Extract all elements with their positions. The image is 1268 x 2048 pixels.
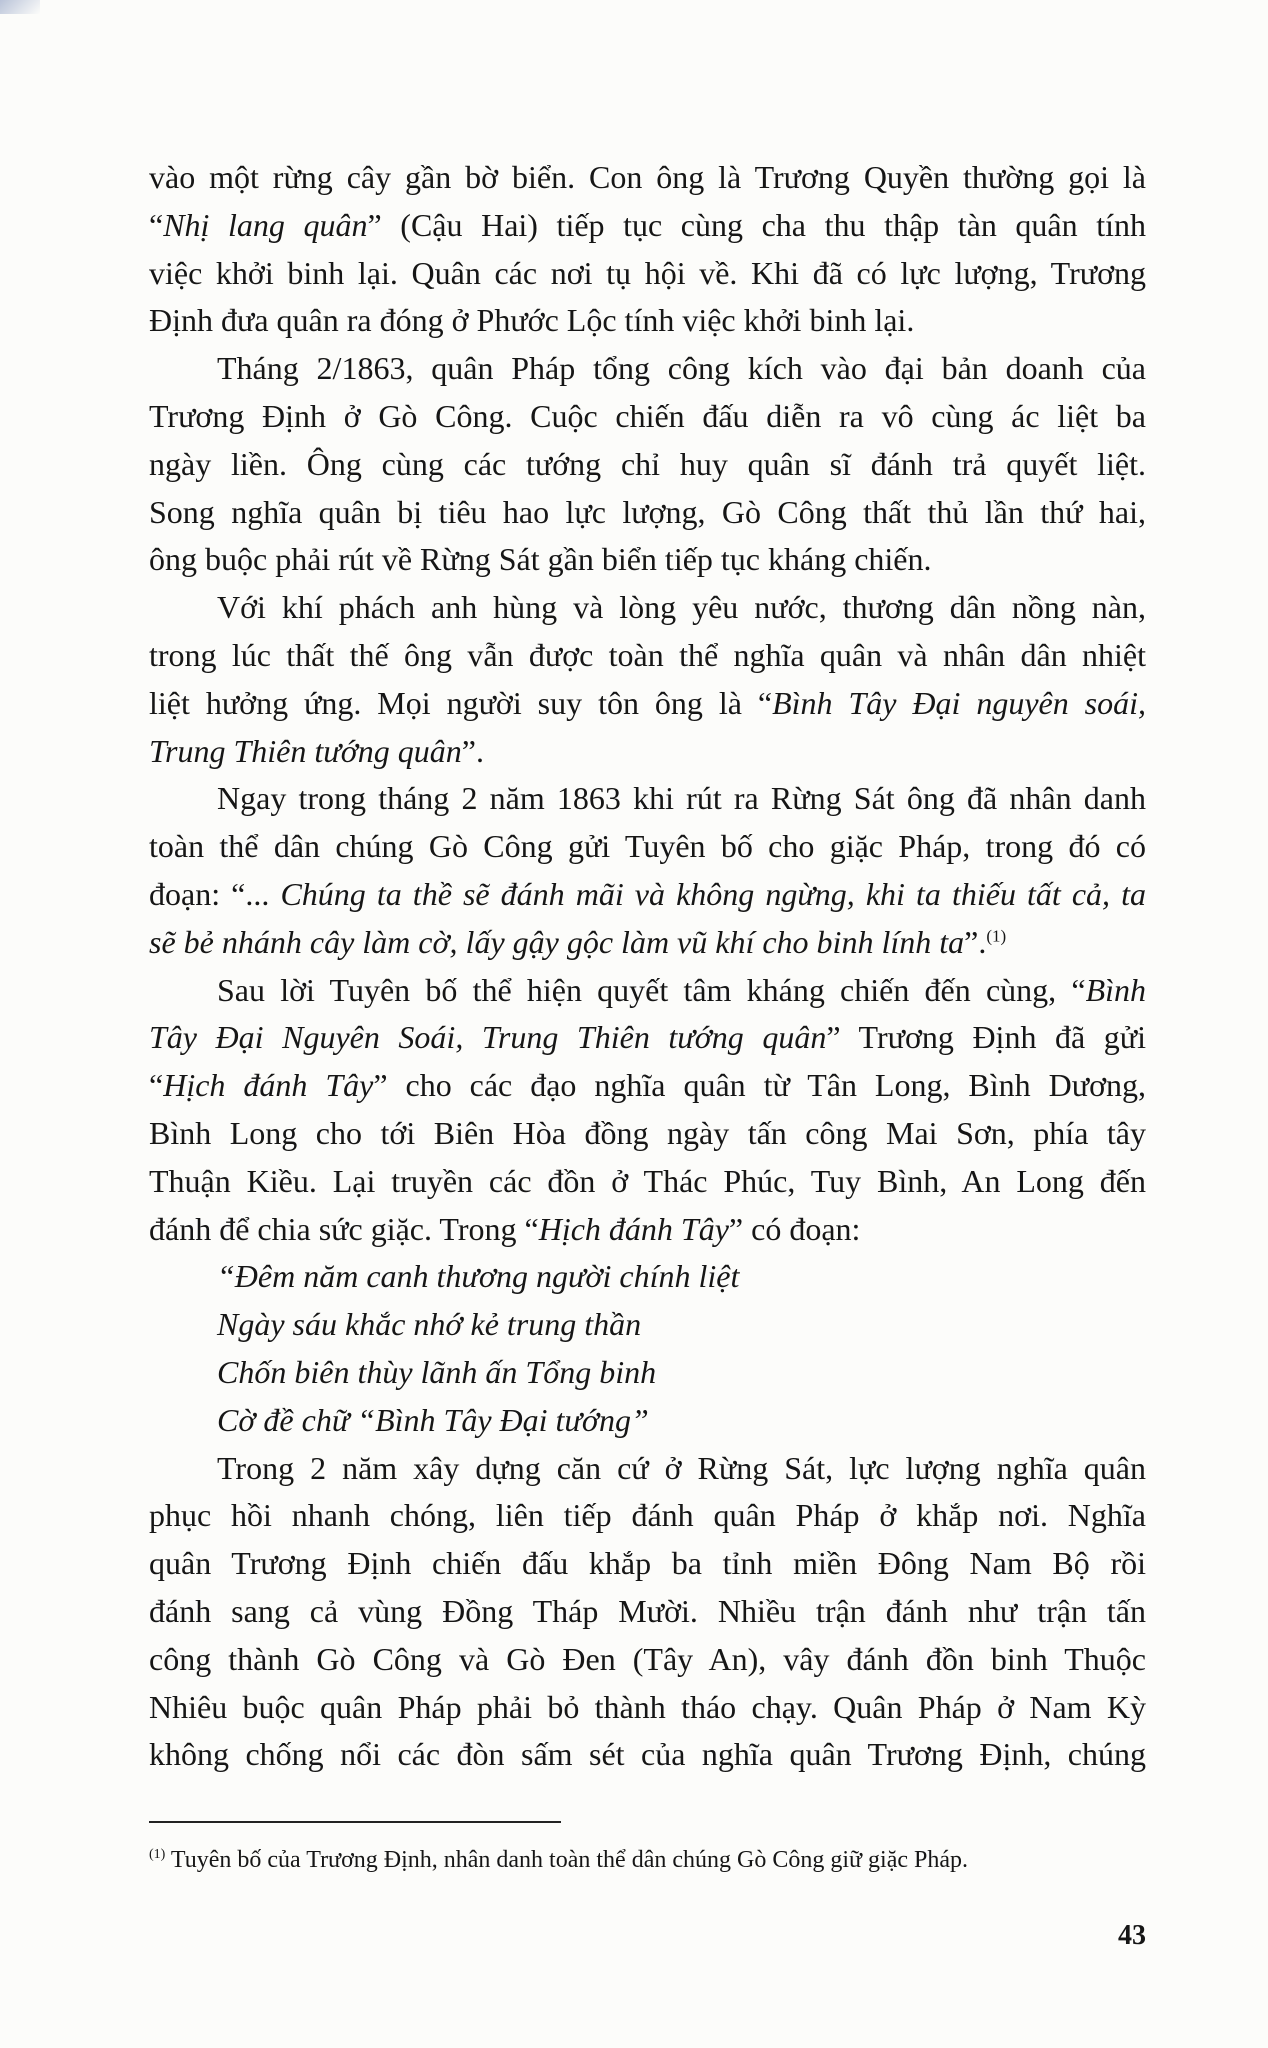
text-segment: ” (Cậu Hai) tiếp tục cùng cha thu thập tàn quân tính xyxy=(367,206,1147,243)
italic-text: Chúng ta thề sẽ đánh mãi và không ngừng, khi ta thiếu tất cả, ta xyxy=(280,875,1147,912)
text-line xyxy=(149,1397,1146,1445)
footnote-divider xyxy=(149,1821,561,1823)
text-segment: vào một rừng cây gần bờ biển. Con ông là Trương Quyền thường gọi là xyxy=(149,159,1146,195)
text-line xyxy=(149,1206,1146,1254)
text-segment: Trong 2 năm xây dựng căn cứ ở Rừng Sát, lực lượng nghĩa quân xyxy=(217,1449,1146,1486)
text-line xyxy=(149,1349,1146,1397)
text-line xyxy=(149,489,1146,537)
text-line xyxy=(149,250,1146,298)
text-segment: việc khởi binh lại. Quân các nơi tụ hội về. Khi đã có lực lượng, Trương xyxy=(149,254,1146,291)
text-segment: ông buộc phải rút về Rừng Sát gần biển tiếp tục kháng chiến. xyxy=(149,541,932,578)
text-segment: đánh sang cả vùng Đồng Tháp Mười. Nhiều trận đánh như trận tấn xyxy=(149,1592,1146,1629)
italic-text: Nhị lang quân xyxy=(163,206,368,243)
text-line xyxy=(149,967,1146,1015)
italic-text: sẽ bẻ nhánh cây làm cờ, lấy gậy gộc làm vũ khí cho binh lính ta xyxy=(149,923,965,960)
text-line xyxy=(149,1492,1146,1540)
text-segment: trong lúc thất thế ông vẫn được toàn thể nghĩa quân và nhân dân nhiệt xyxy=(149,636,1146,673)
text-line xyxy=(149,393,1146,441)
page-number: 43 xyxy=(1118,1920,1146,1951)
text-segment: phục hồi nhanh chóng, liên tiếp đánh quân Pháp ở khắp nơi. Nghĩa xyxy=(149,1497,1146,1534)
italic-text: Trung Thiên tướng quân xyxy=(149,732,462,769)
text-segment: đánh để chia sức giặc. Trong “ xyxy=(149,1210,539,1247)
text-segment: Ngay trong tháng 2 năm 1863 khi rút ra Rừng Sát ông đã nhân danh xyxy=(217,780,1146,817)
text-segment: đoạn: “... xyxy=(149,875,281,912)
text-segment: ngày liền. Ông cùng các tướng chỉ huy quân sĩ đánh trả quyết liệt. xyxy=(149,445,1146,482)
text-line xyxy=(149,775,1146,823)
text-segment: toàn thể dân chúng Gò Công gửi Tuyên bố cho giặc Pháp, trong đó có xyxy=(149,828,1146,865)
italic-text: Bình Tây Đại nguyên soái, xyxy=(772,684,1146,721)
text-line xyxy=(149,1014,1146,1062)
text-segment: ”. xyxy=(461,732,484,769)
italic-text: Tây Đại Nguyên Soái, Trung Thiên tướng quân xyxy=(149,1019,827,1056)
text-line xyxy=(149,1636,1146,1684)
text-line xyxy=(149,1253,1146,1301)
text-segment: Thuận Kiều. Lại truyền các đồn ở Thác Phúc, Tuy Bình, An Long đến xyxy=(149,1162,1146,1199)
text-segment: Với khí phách anh hùng và lòng yêu nước, thương dân nồng nàn, xyxy=(217,589,1146,626)
text-line xyxy=(149,297,1146,345)
text-line xyxy=(149,202,1146,250)
text-line xyxy=(149,728,1146,776)
italic-text: Hịch đánh Tây xyxy=(163,1067,374,1104)
text-segment: quân Trương Định chiến đấu khắp ba tỉnh miền Đông Nam Bộ rồi xyxy=(149,1545,1146,1582)
text-segment: Bình Long cho tới Biên Hòa đồng ngày tấn công Mai Sơn, phía tây xyxy=(149,1114,1146,1151)
text-line xyxy=(149,823,1146,871)
footnote-text: Tuyên bố của Trương Định, nhân danh toàn thể dân chúng Gò Công giữ giặc Pháp. xyxy=(170,1847,968,1873)
italic-text: Chốn biên thùy lãnh ấn Tổng binh xyxy=(217,1353,657,1390)
text-line xyxy=(149,1110,1146,1158)
text-segment: liệt hưởng ứng. Mọi người suy tôn ông là “ xyxy=(149,684,773,721)
text-segment: ” Trương Định đã gửi xyxy=(826,1019,1147,1056)
italic-text: Hịch đánh Tây xyxy=(538,1210,729,1247)
italic-text: “Đêm năm canh thương người chính liệt xyxy=(217,1258,740,1295)
text-line xyxy=(149,1445,1146,1493)
text-line xyxy=(149,1301,1146,1349)
text-segment: Tháng 2/1863, quân Pháp tổng công kích vào đại bản doanh của xyxy=(217,350,1146,387)
footnote xyxy=(149,1845,968,1875)
italic-text: Ngày sáu khắc nhớ kẻ trung thần xyxy=(217,1306,642,1343)
text-line xyxy=(149,1588,1146,1636)
text-segment: Trương Định ở Gò Công. Cuộc chiến đấu diễn ra vô cùng ác liệt ba xyxy=(149,397,1146,434)
text-line xyxy=(149,536,1146,584)
footnote-reference: (1) xyxy=(986,926,1007,946)
text-segment: ”. xyxy=(964,923,987,960)
text-line xyxy=(149,1062,1146,1110)
text-segment: Song nghĩa quân bị tiêu hao lực lượng, Gò Công thất thủ lần thứ hai, xyxy=(149,493,1146,530)
text-line xyxy=(149,441,1146,489)
text-line xyxy=(149,345,1146,393)
text-segment: “ xyxy=(149,1067,164,1104)
text-line xyxy=(149,154,1146,202)
text-line xyxy=(149,680,1146,728)
text-line xyxy=(149,1540,1146,1588)
text-segment: ” cho các đạo nghĩa quân từ Tân Long, Bình Dương, xyxy=(373,1067,1147,1104)
italic-text: Bình xyxy=(1085,971,1146,1008)
body-text xyxy=(149,154,1146,1779)
text-segment: không chống nổi các đòn sấm sét của nghĩa quân Trương Định, chúng xyxy=(149,1736,1146,1773)
text-segment: “ xyxy=(149,206,164,243)
text-segment: Sau lời Tuyên bố thể hiện quyết tâm kháng chiến đến cùng, “ xyxy=(217,971,1086,1008)
text-segment: Nhiêu buộc quân Pháp phải bỏ thành tháo chạy. Quân Pháp ở Nam Kỳ xyxy=(149,1688,1146,1725)
footnote-marker: (1) xyxy=(149,1847,166,1862)
text-segment: Định đưa quân ra đóng ở Phước Lộc tính việc khởi binh lại. xyxy=(149,302,915,339)
scan-edge-smudge xyxy=(0,0,40,14)
text-line xyxy=(149,584,1146,632)
italic-text: Cờ đề chữ “Bình Tây Đại tướng” xyxy=(217,1401,649,1438)
text-line xyxy=(149,919,1146,967)
text-line xyxy=(149,871,1146,919)
text-line xyxy=(149,1731,1146,1779)
text-segment: ” có đoạn: xyxy=(728,1210,861,1247)
text-line xyxy=(149,1684,1146,1732)
text-segment: công thành Gò Công và Gò Đen (Tây An), vây đánh đồn binh Thuộc xyxy=(149,1640,1146,1677)
text-line xyxy=(149,632,1146,680)
text-line xyxy=(149,1158,1146,1206)
